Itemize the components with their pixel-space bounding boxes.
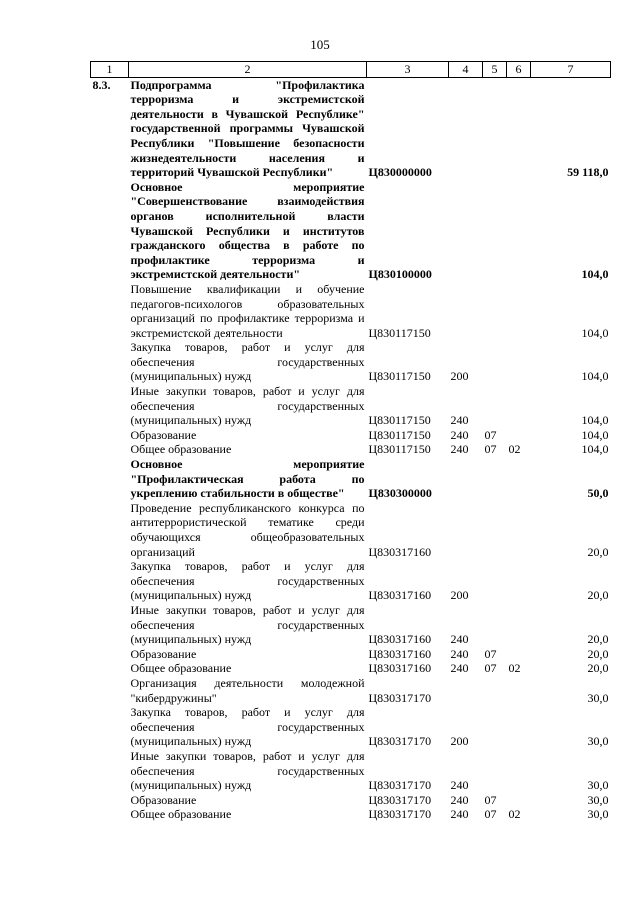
- expense-type: 240: [450, 442, 469, 457]
- table-row: [91, 77, 611, 180]
- section: 07: [484, 427, 497, 442]
- subsection: [507, 384, 531, 428]
- row-number: [91, 180, 129, 282]
- expense-type: [449, 180, 483, 282]
- section: [483, 705, 507, 749]
- row-number: [91, 793, 129, 808]
- expense-type: 200: [450, 588, 469, 603]
- item-name: Общее образование: [130, 807, 232, 822]
- expense-type: 240: [450, 413, 469, 428]
- table-row: [91, 428, 611, 443]
- section: [483, 501, 507, 559]
- target-code: Ц830317160: [368, 661, 432, 676]
- subsection: [507, 647, 531, 662]
- subsection: [507, 428, 531, 443]
- header-cell: 7: [531, 62, 611, 78]
- table-row: [91, 282, 611, 340]
- page-number: 105: [310, 37, 330, 52]
- target-code: Ц830317170: [368, 690, 432, 705]
- expense-type: 240: [450, 807, 469, 822]
- section: [483, 282, 507, 340]
- row-number: [91, 661, 129, 676]
- table-row: [91, 676, 611, 705]
- subsection: 02: [508, 807, 521, 822]
- expense-type: 240: [450, 661, 469, 676]
- target-code: Ц830317170: [368, 792, 432, 807]
- subsection: [507, 77, 531, 180]
- section: 07: [484, 442, 497, 457]
- item-name: Иные закупки товаров, работ и услуг для обеспечения государственных (муниципальных) нужд: [130, 748, 365, 793]
- row-number: [91, 282, 129, 340]
- item-name: Основное мероприятие "Профилактическая работа по укреплению стабильности в обществе": [130, 457, 365, 501]
- amount: 20,0: [587, 632, 609, 647]
- subsection: [507, 457, 531, 501]
- item-name: Иные закупки товаров, работ и услуг для обеспечения государственных (муниципальных) нужд: [130, 384, 365, 428]
- section: 07: [484, 807, 497, 822]
- amount: 20,0: [587, 661, 609, 676]
- subsection: 02: [508, 661, 521, 676]
- section: [483, 749, 507, 793]
- amount: 30,0: [587, 778, 609, 793]
- section: [483, 603, 507, 647]
- amount: 50,0: [587, 486, 609, 501]
- target-code: Ц830317160: [368, 544, 432, 559]
- amount: 30,0: [587, 792, 609, 807]
- section: [483, 180, 507, 282]
- expense-type: [449, 282, 483, 340]
- header-cell: 1: [91, 62, 129, 78]
- amount: 30,0: [587, 690, 609, 705]
- item-name: Общее образование: [130, 661, 232, 676]
- subsection: [507, 340, 531, 384]
- amount: 104,0: [581, 267, 609, 282]
- target-code: Ц830317160: [368, 646, 432, 661]
- target-code: Ц830117150: [368, 413, 431, 428]
- table-row: [91, 442, 611, 457]
- row-number: [91, 340, 129, 384]
- expense-type: 240: [450, 792, 469, 807]
- amount: 20,0: [587, 544, 609, 559]
- row-number: [91, 603, 129, 647]
- expense-type: 200: [450, 369, 469, 384]
- row-number: 8.3.: [92, 77, 111, 92]
- row-number: [91, 749, 129, 793]
- amount: 30,0: [587, 807, 609, 822]
- table-row: [91, 559, 611, 603]
- item-name: Проведение республиканского конкурса по антитеррористической тематике среди обучающихся общеобразовательных организаций: [130, 500, 365, 559]
- amount: 104,0: [581, 442, 609, 457]
- header-cell: 2: [129, 62, 367, 78]
- table-row: [91, 661, 611, 676]
- item-name: Закупка товаров, работ и услуг для обеспечения государственных (муниципальных) нужд: [130, 705, 365, 749]
- item-name: Образование: [130, 427, 197, 442]
- target-code: Ц830317160: [368, 588, 432, 603]
- header-cell: 3: [367, 62, 449, 78]
- section: [483, 676, 507, 705]
- target-code: Ц830300000: [368, 486, 432, 501]
- amount: 104,0: [581, 369, 609, 384]
- table-row: [91, 793, 611, 808]
- subsection: [507, 501, 531, 559]
- expense-type: 240: [450, 632, 469, 647]
- amount: 20,0: [587, 646, 609, 661]
- section: [483, 457, 507, 501]
- item-name: Повышение квалификации и обучение педагогов-психологов образовательных организаций по профилактике терроризма и экстремистской деятельности: [130, 281, 365, 340]
- section: 07: [484, 661, 497, 676]
- table-row: [91, 501, 611, 559]
- section: 07: [484, 646, 497, 661]
- item-name: Основное мероприятие "Совершенствование взаимодействия органов исполнительной власти Чувашской Республики и институтов гражданского общества в работе по профилактике терроризма и экстремистской деятельности": [130, 179, 365, 282]
- subsection: [507, 793, 531, 808]
- expense-type: 200: [450, 734, 469, 749]
- amount: 30,0: [587, 734, 609, 749]
- target-code: Ц830117150: [368, 427, 431, 442]
- subsection: [507, 603, 531, 647]
- row-number: [91, 428, 129, 443]
- table-row: [91, 749, 611, 793]
- header-cell: 4: [449, 62, 483, 78]
- expense-type: [449, 676, 483, 705]
- subsection: [507, 676, 531, 705]
- target-code: Ц830117150: [368, 369, 431, 384]
- target-code: Ц830100000: [368, 267, 432, 282]
- row-number: [91, 807, 129, 822]
- row-number: [91, 501, 129, 559]
- section: [483, 559, 507, 603]
- subsection: 02: [508, 442, 521, 457]
- expense-type: [449, 77, 483, 180]
- amount: 20,0: [587, 588, 609, 603]
- expense-type: 240: [450, 778, 469, 793]
- table-row: [91, 457, 611, 501]
- table-row: [91, 180, 611, 282]
- expense-type: [449, 501, 483, 559]
- target-code: Ц830317160: [368, 632, 432, 647]
- amount: 104,0: [581, 325, 609, 340]
- row-number: [91, 559, 129, 603]
- item-name: Закупка товаров, работ и услуг для обеспечения государственных (муниципальных) нужд: [130, 340, 365, 384]
- section: 07: [484, 792, 497, 807]
- header-cell: 6: [507, 62, 531, 78]
- target-code: Ц830317170: [368, 778, 432, 793]
- expense-type: 240: [450, 427, 469, 442]
- item-name: Образование: [130, 646, 197, 661]
- target-code: Ц830317170: [368, 807, 432, 822]
- expense-type: [449, 457, 483, 501]
- row-number: [91, 647, 129, 662]
- section: [483, 77, 507, 180]
- row-number: [91, 457, 129, 501]
- table-row: [91, 705, 611, 749]
- table-row: [91, 340, 611, 384]
- header-row: [91, 62, 611, 78]
- amount: 59 118,0: [567, 165, 609, 180]
- target-code: Ц830317170: [368, 734, 432, 749]
- target-code: Ц830117150: [368, 325, 431, 340]
- expense-type: 240: [450, 646, 469, 661]
- section: [483, 340, 507, 384]
- budget-table: [90, 61, 611, 822]
- item-name: Образование: [130, 792, 197, 807]
- item-name: Закупка товаров, работ и услуг для обеспечения государственных (муниципальных) нужд: [130, 559, 365, 603]
- header-cell: 5: [483, 62, 507, 78]
- table-row: [91, 647, 611, 662]
- row-number: [91, 676, 129, 705]
- subsection: [507, 705, 531, 749]
- subsection: [507, 282, 531, 340]
- item-name: Иные закупки товаров, работ и услуг для обеспечения государственных (муниципальных) нужд: [130, 602, 365, 647]
- table-row: [91, 384, 611, 428]
- row-number: [91, 384, 129, 428]
- amount: 104,0: [581, 427, 609, 442]
- table-row: [91, 603, 611, 647]
- item-name: Подпрограмма "Профилактика терроризма и экстремистской деятельности в Чувашской Республике" государственной программы Чувашской Республики "Повышение безопасности жизнедеятельности населения и территорий Чувашской Республики": [130, 77, 365, 180]
- row-number: [91, 705, 129, 749]
- amount: 104,0: [581, 413, 609, 428]
- section: [483, 384, 507, 428]
- target-code: Ц830117150: [368, 442, 431, 457]
- item-name: Общее образование: [130, 442, 232, 457]
- target-code: Ц830000000: [368, 165, 432, 180]
- row-number: [91, 442, 129, 457]
- subsection: [507, 559, 531, 603]
- subsection: [507, 749, 531, 793]
- subsection: [507, 180, 531, 282]
- item-name: Организация деятельности молодежной "кибердружины": [130, 675, 365, 705]
- table-row: [91, 807, 611, 822]
